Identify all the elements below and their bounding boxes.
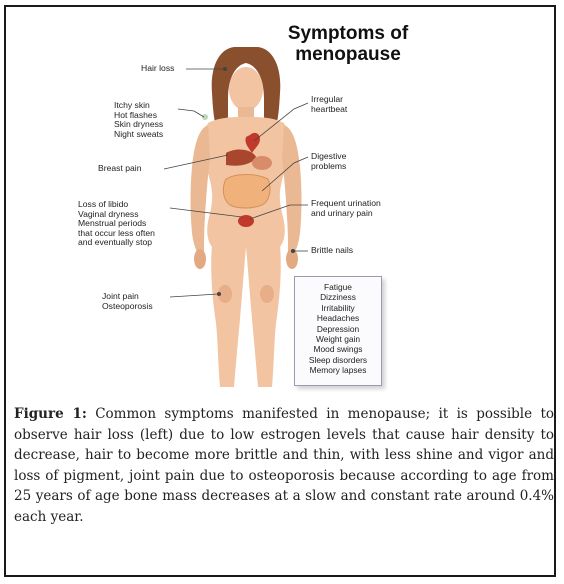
- box-item-dizziness: Dizziness: [320, 292, 356, 303]
- label-digestive: Digestive: [311, 151, 347, 161]
- label-irregular: Irregular: [311, 94, 343, 104]
- label-skin-dryness: Skin dryness: [114, 119, 164, 130]
- box-item-weight-gain: Weight gain: [315, 334, 361, 345]
- leader-joint-dot: [217, 292, 220, 295]
- illustration: [6, 7, 554, 397]
- right-leg-shape: [246, 245, 281, 387]
- label-itchy-skin: Itchy skin: [114, 100, 150, 110]
- label-osteoporosis: Osteoporosis: [102, 300, 153, 311]
- label-occur-less-often: that occur less often: [78, 227, 155, 238]
- leader-skin: [178, 109, 204, 117]
- right-knee-marker: [260, 285, 274, 303]
- label-hair-loss: Hair loss: [141, 63, 175, 73]
- label-eventually-stop: and eventually stop: [78, 237, 153, 248]
- label-heartbeat-group: [311, 95, 347, 114]
- stomach-shape: [252, 156, 272, 170]
- box-item-fatigue: Fatigue: [324, 282, 352, 292]
- figure-frame: [4, 5, 556, 577]
- caption-text: Common symptoms manifested in menopause; it is possible to observe hair loss (left) due to low estrogen levels that cause hair density to decrease, hair to become more brittle and thin, with less shine and vigor and loss of pigment, joint pain due to osteoporosis because according to age from 25 years of age bone mass decreases at a slow and constant rate around 0.4% each year.: [14, 406, 554, 525]
- intestine-shape: [223, 175, 270, 209]
- box-item-mood-swings: Mood swings: [313, 344, 363, 355]
- label-brittle-nails: Brittle nails: [311, 245, 354, 255]
- right-arm-shape: [282, 125, 302, 253]
- label-libido-group: [78, 200, 155, 248]
- label-menstrual-periods: Menstrual periods: [78, 218, 147, 229]
- skin-spot-marker: [202, 114, 208, 120]
- box-item-irritability: Irritability: [321, 302, 355, 313]
- label-joint-group: [102, 292, 153, 311]
- leader-nails-dot: [291, 249, 294, 252]
- left-hand-shape: [194, 249, 206, 269]
- figure-title: Symptoms of menopause: [287, 23, 409, 65]
- label-urinary-pain: and urinary pain: [311, 207, 373, 218]
- label-hot-flashes: Hot flashes: [114, 109, 157, 120]
- label-loss-of-libido: Loss of libido: [78, 199, 129, 209]
- label-breast-pain: Breast pain: [98, 163, 142, 173]
- head-shape: [229, 67, 263, 111]
- label-frequent-urination: Frequent urination: [311, 198, 381, 208]
- general-symptoms-list: [295, 277, 381, 376]
- box-item-depression: Depression: [316, 323, 360, 334]
- label-urination-group: [311, 199, 381, 218]
- label-night-sweats: Night sweats: [114, 128, 164, 139]
- label-problems: problems: [311, 160, 347, 171]
- left-leg-shape: [211, 245, 246, 387]
- label-digestive-group: [311, 152, 346, 171]
- figure-caption: [14, 404, 554, 528]
- box-item-sleep-disorders: Sleep disorders: [308, 354, 368, 365]
- box-item-headaches: Headaches: [316, 313, 360, 324]
- label-vaginal-dryness: Vaginal dryness: [78, 208, 139, 219]
- caption-label: Figure 1:: [14, 406, 87, 422]
- box-item-memory-lapses: Memory lapses: [309, 365, 367, 376]
- left-arm-shape: [191, 125, 211, 253]
- label-joint-pain: Joint pain: [102, 291, 139, 301]
- leader-hair-dot: [223, 67, 226, 70]
- label-heartbeat: heartbeat: [311, 103, 348, 114]
- label-skin-group: [114, 101, 163, 139]
- general-symptoms-box: [294, 276, 382, 386]
- leader-joint: [170, 294, 218, 297]
